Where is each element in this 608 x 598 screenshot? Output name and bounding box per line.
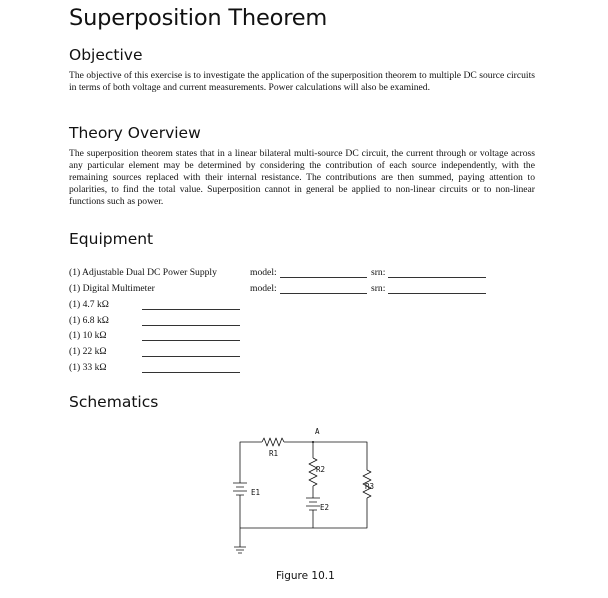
resistor-label: (1) 6.8 kΩ xyxy=(69,315,109,326)
resistor-label: (1) 10 kΩ xyxy=(69,330,107,341)
node-a-label: A xyxy=(315,427,320,436)
srn-blank-line xyxy=(388,277,486,278)
measured-value-blank-line xyxy=(142,356,240,357)
model-blank-line xyxy=(280,293,367,294)
r3-label: R3 xyxy=(365,482,375,491)
measured-value-blank-line xyxy=(142,372,240,373)
circuit-schematic xyxy=(225,422,385,562)
equipment-item-label: (1) Adjustable Dual DC Power Supply xyxy=(69,267,217,278)
r1-label: R1 xyxy=(269,449,279,458)
resistor-label: (1) 22 kΩ xyxy=(69,346,107,357)
model-label: model: xyxy=(250,283,277,294)
srn-label: srn: xyxy=(371,267,386,278)
ground-symbol xyxy=(234,547,246,553)
equipment-item-label: (1) Digital Multimeter xyxy=(69,283,155,294)
resistor-label: (1) 33 kΩ xyxy=(69,362,107,373)
srn-blank-line xyxy=(388,293,486,294)
wire-left-top xyxy=(240,442,262,464)
e1-battery-symbol xyxy=(233,483,247,495)
wire-top-right xyxy=(284,442,367,470)
figure-caption: Figure 10.1 xyxy=(276,570,335,582)
model-blank-line xyxy=(280,277,367,278)
model-label: model: xyxy=(250,267,277,278)
node-a-dot xyxy=(312,441,314,443)
objective-text: The objective of this exercise is to investigate the application of the superposition theorem to multiple DC source circuits in terms of both voltage and current measurements. Power calculations will also be examined. xyxy=(69,70,535,94)
equipment-heading: Equipment xyxy=(69,230,154,248)
resistor-label: (1) 4.7 kΩ xyxy=(69,299,109,310)
r1-resistor-symbol xyxy=(262,438,284,446)
e1-label: E1 xyxy=(251,488,261,497)
theory-text: The superposition theorem states that in a linear bilateral multi-source DC circuit, the current through or voltage across any particular element may be determined by considering the contribution of each source independently, with the remaining sources replaced with their internal resistance. The contributions are then summed, paying attention to polarities, to find the total value. Superposition cannot in general be applied to non-linear circuits or to non-linear functions such as power. xyxy=(69,148,535,208)
measured-value-blank-line xyxy=(142,309,240,310)
objective-heading: Objective xyxy=(69,46,143,64)
theory-heading: Theory Overview xyxy=(69,124,201,142)
e2-label: E2 xyxy=(320,503,330,512)
srn-label: srn: xyxy=(371,283,386,294)
page-title: Superposition Theorem xyxy=(69,5,328,31)
r2-label: R2 xyxy=(316,465,326,474)
measured-value-blank-line xyxy=(142,340,240,341)
measured-value-blank-line xyxy=(142,325,240,326)
e2-battery-symbol xyxy=(306,498,320,510)
schematics-heading: Schematics xyxy=(69,393,159,411)
wire-right-bottom xyxy=(240,498,367,528)
